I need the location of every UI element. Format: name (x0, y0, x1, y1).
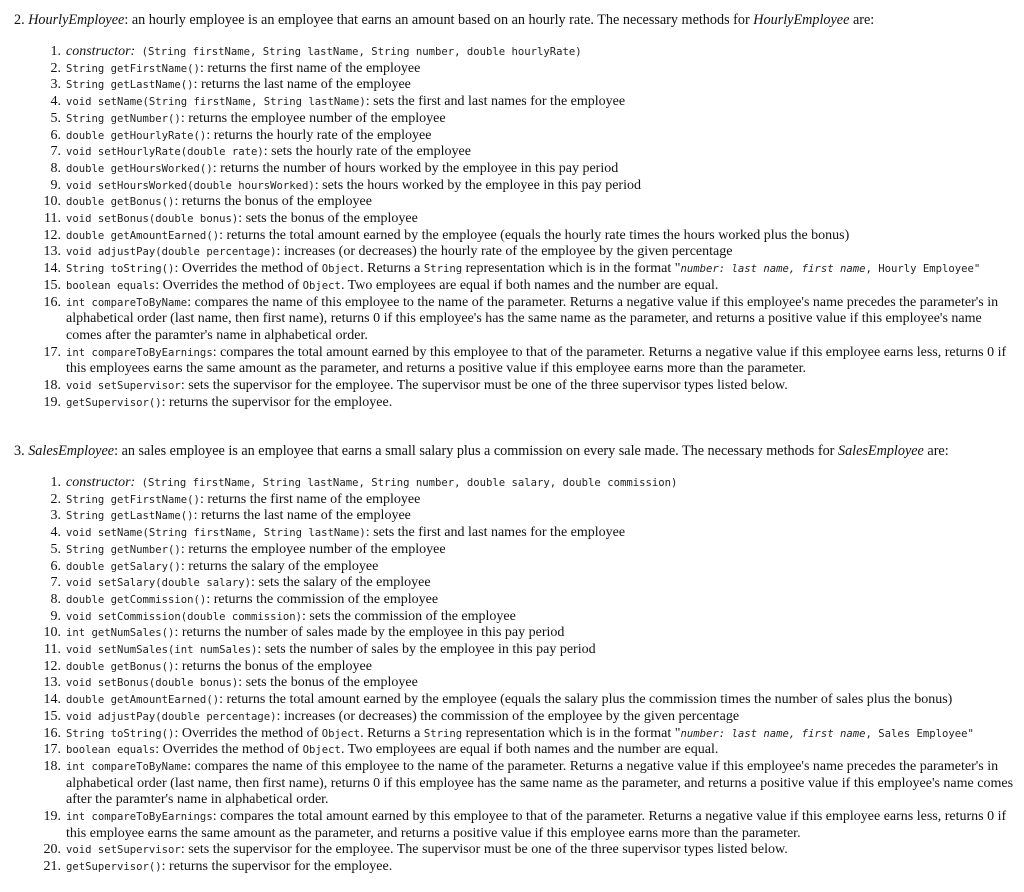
item-number: 6. (50, 558, 61, 574)
item-number: 8. (50, 160, 61, 176)
description-text: : returns the employee number of the employee (180, 110, 446, 126)
code-text: getSupervisor() (66, 396, 162, 409)
description-text: : returns the total amount earned by the employee (equals the hourly rate times the hours worked plus the bonus) (219, 227, 850, 243)
method-item (0, 842, 1024, 859)
method-item (0, 194, 1024, 211)
item-number: 4. (50, 525, 61, 541)
intro-text: an sales employee is an employee that earns a small salary plus a commission on every sale made. The necessary methods for (118, 443, 838, 459)
section-3-intro (14, 443, 949, 460)
section-2-method-list (0, 44, 1024, 411)
description-text: : Overrides the method of (155, 277, 303, 293)
method-item (0, 345, 1024, 378)
method-item (0, 94, 1024, 111)
code-text: Object (321, 263, 361, 276)
code-text: number: last name, first name (680, 727, 866, 740)
item-number: 14. (43, 261, 61, 277)
item-number: 4. (50, 94, 61, 110)
item-number: 3. (50, 508, 61, 524)
section-2-intro (14, 12, 874, 29)
description-text: . Two employees are equal if both names and the number are equal. (340, 742, 719, 758)
code-text: int compareToByEarnings (66, 346, 213, 359)
method-item (0, 161, 1024, 178)
method-item (0, 859, 1024, 876)
method-item (0, 726, 1024, 743)
description-text: : Overrides the method of (174, 725, 322, 741)
item-number: 2. (50, 491, 61, 507)
code-text: String getLastName() (66, 510, 194, 523)
description-text: : returns the first name of the employee (199, 491, 421, 507)
item-number: 3. (50, 77, 61, 93)
code-text: double getBonus() (66, 660, 175, 673)
label-text: constructor: (66, 44, 136, 59)
method-item (0, 592, 1024, 609)
description-text: : Overrides the method of (174, 261, 322, 277)
code-text: getSupervisor() (66, 861, 162, 874)
item-number: 7. (50, 144, 61, 160)
code-text: String (423, 263, 463, 276)
description-text: : returns the bonus of the employee (174, 194, 372, 210)
code-text: double getAmountEarned() (66, 694, 220, 707)
code-text: double getSalary() (66, 560, 181, 573)
description-text: : returns the salary of the employee (180, 558, 379, 574)
item-number: 18. (43, 378, 61, 394)
method-item (0, 77, 1024, 94)
description-text: : returns the last name of the employee (193, 77, 411, 93)
method-item (0, 178, 1024, 195)
code-text: void setSupervisor (66, 380, 181, 393)
description-text: : sets the salary of the employee (250, 575, 431, 591)
intro-end: are: (849, 12, 875, 28)
item-number: 2. (50, 60, 61, 76)
description-text: : increases (or decreases) the hourly rate of the employee by the given percentage (276, 244, 733, 260)
method-item (0, 525, 1024, 542)
item-number: 17. (43, 742, 61, 758)
code-text: double getHourlyRate() (66, 129, 207, 142)
intro-end: are: (923, 443, 949, 459)
code-text: void setBonus(double bonus) (66, 677, 239, 690)
code-text: (String firstName, String lastName, String number, double salary, double commission) (135, 477, 678, 489)
method-item (0, 395, 1024, 412)
item-number: 14. (43, 692, 61, 708)
item-number: 1. (50, 44, 61, 59)
description-text: : returns the number of hours worked by the employee in this pay period (212, 160, 619, 176)
description-text: : sets the bonus of the employee (238, 675, 418, 691)
item-number: 1. (50, 475, 61, 490)
section-3-method-list (0, 475, 1024, 876)
code-text: , Hourly Employee" (865, 263, 981, 276)
code-text: double getAmountEarned() (66, 229, 220, 242)
item-number: 13. (43, 675, 61, 691)
description-text: representation which is in the format " (462, 725, 681, 741)
class-name: SalesEmployee (28, 443, 115, 459)
description-text: : sets the supervisor for the employee. The supervisor must be one of the three supervisor types listed below. (180, 842, 788, 858)
code-text: int compareToByEarnings (66, 811, 213, 824)
method-item (0, 295, 1024, 345)
description-text: . Returns a (360, 725, 424, 741)
description-text: : returns the supervisor for the employee. (161, 859, 393, 875)
item-number: 5. (50, 541, 61, 557)
description-text: : sets the supervisor for the employee. The supervisor must be one of the three supervisor types listed below. (180, 378, 788, 394)
description-text: : sets the bonus of the employee (238, 211, 418, 227)
code-text: void setSupervisor (66, 844, 181, 857)
method-item (0, 244, 1024, 261)
description-text: : returns the first name of the employee (199, 60, 421, 76)
method-item (0, 659, 1024, 676)
class-name-ref: HourlyEmployee (753, 12, 850, 28)
description-text: : returns the number of sales made by the employee in this pay period (174, 625, 565, 641)
method-item (0, 542, 1024, 559)
description-text: : increases (or decreases) the commission of the employee by the given percentage (276, 708, 740, 724)
code-text: String getFirstName() (66, 493, 200, 506)
item-number: 18. (43, 758, 61, 774)
item-number: 11. (44, 642, 61, 658)
method-item (0, 228, 1024, 245)
item-number: 6. (50, 127, 61, 143)
method-item (0, 559, 1024, 576)
description-text: : sets the commission of the employee (302, 608, 516, 624)
code-text: String toString() (66, 727, 175, 740)
method-item (0, 709, 1024, 726)
method-item (0, 144, 1024, 161)
code-text: String toString() (66, 263, 175, 276)
code-text: void adjustPay(double percentage) (66, 246, 277, 259)
item-number: 16. (43, 294, 61, 310)
method-item (0, 492, 1024, 509)
description-text: : compares the name of this employee to the name of the parameter. Returns a negative value if this employee's name precedes the parameter's in alphabetical order (last name, then first name), returns 0 if this employee has the same name as the parameter, and returns a positive value if this employee's name comes after the paramter's name in alphabetical order. (66, 758, 1014, 808)
method-item (0, 261, 1024, 278)
item-number: 15. (43, 708, 61, 724)
code-text: int compareToByName (66, 760, 188, 773)
code-text: int compareToByName (66, 296, 188, 309)
item-number: 12. (43, 658, 61, 674)
intro-colon: : (124, 12, 129, 28)
code-text: Object (302, 744, 341, 757)
method-item (0, 692, 1024, 709)
method-item (0, 508, 1024, 525)
item-number: 9. (50, 177, 61, 193)
method-item (0, 44, 1024, 61)
method-item (0, 211, 1024, 228)
code-text: void setNumSales(int numSales) (66, 644, 258, 657)
description-text: : returns the total amount earned by the employee (equals the salary plus the commission times the number of sales plus the bonus) (219, 692, 953, 708)
method-item (0, 378, 1024, 395)
code-text: void setHoursWorked(double hoursWorked) (66, 179, 315, 192)
code-text: void setName(String firstName, String lastName) (66, 96, 366, 109)
description-text: : compares the total amount earned by this employee to that of the parameter. Returns a negative value if this employee earns less, returns 0 if this employees earns the same amount as the parameter, and returns a positive value if this employee earns more than the parameter. (66, 344, 1007, 377)
code-text: String getNumber() (66, 543, 181, 556)
code-text: void setBonus(double bonus) (66, 213, 239, 226)
description-text: : Overrides the method of (155, 742, 303, 758)
item-number: 9. (50, 608, 61, 624)
description-text: . Two employees are equal if both names and the number are equal. (340, 277, 719, 293)
method-item (0, 759, 1024, 809)
method-item (0, 642, 1024, 659)
item-number: 17. (43, 344, 61, 360)
item-number: 8. (50, 591, 61, 607)
section-number: 3. (14, 443, 25, 459)
code-text: double getCommission() (66, 593, 207, 606)
code-text: Object (321, 727, 361, 740)
description-text: : returns the last name of the employee (193, 508, 411, 524)
method-item (0, 475, 1024, 492)
method-item (0, 61, 1024, 78)
method-item (0, 809, 1024, 842)
description-text: : returns the supervisor for the employee. (161, 394, 393, 410)
description-text: : sets the number of sales by the employee in this pay period (257, 642, 596, 658)
method-item (0, 128, 1024, 145)
section-number: 2. (14, 12, 25, 28)
description-text: : sets the hourly rate of the employee (263, 144, 471, 160)
code-text: double getHoursWorked() (66, 162, 213, 175)
code-text: String (423, 727, 463, 740)
item-number: 19. (43, 809, 61, 825)
item-number: 11. (44, 211, 61, 227)
item-number: 15. (43, 277, 61, 293)
description-text: : returns the employee number of the employee (180, 541, 446, 557)
code-text: (String firstName, String lastName, String number, double hourlyRate) (135, 46, 582, 58)
item-number: 10. (43, 625, 61, 641)
item-number: 10. (43, 194, 61, 210)
code-text: int getNumSales() (66, 627, 175, 640)
item-number: 13. (43, 244, 61, 260)
code-text: void setCommission(double commission) (66, 610, 302, 623)
code-text: String getFirstName() (66, 62, 200, 75)
code-text: String getNumber() (66, 112, 181, 125)
method-item (0, 278, 1024, 295)
method-item (0, 625, 1024, 642)
description-text: : returns the bonus of the employee (174, 658, 372, 674)
code-text: number: last name, first name (680, 263, 866, 276)
item-number: 21. (43, 859, 61, 875)
code-text: String getLastName() (66, 79, 194, 92)
description-text: : sets the first and last names for the employee (365, 94, 626, 110)
description-text: representation which is in the format " (462, 261, 681, 277)
item-number: 16. (43, 725, 61, 741)
method-item (0, 575, 1024, 592)
code-text: void setHourlyRate(double rate) (66, 146, 264, 159)
item-number: 20. (43, 842, 61, 858)
intro-text: an hourly employee is an employee that earns an amount based on an hourly rate. The necessary methods for (128, 12, 754, 28)
code-text: void setName(String firstName, String lastName) (66, 527, 366, 540)
code-text: void setSalary(double salary) (66, 577, 251, 590)
item-number: 7. (50, 575, 61, 591)
code-text: Object (302, 279, 341, 292)
description-text: : compares the name of this employee to the name of the parameter. Returns a negative value if this employee's name precedes the parameter's in alphabetical order (last name, then first name), returns 0 if this employee's has the same name as the parameter, and returns a positive value if this employee's name comes after the paramter's name in alphabetical order. (66, 294, 999, 343)
class-name-ref: SalesEmployee (837, 443, 924, 459)
label-text: constructor: (66, 475, 136, 490)
description-text: : returns the hourly rate of the employee (206, 127, 432, 143)
code-text: boolean equals (66, 279, 156, 292)
code-text: boolean equals (66, 744, 156, 757)
description-text: : sets the hours worked by the employee in this pay period (314, 177, 641, 193)
item-number: 19. (43, 394, 61, 410)
code-text: void adjustPay(double percentage) (66, 710, 277, 723)
description-text: : compares the total amount earned by this employee to that of the parameter. Returns a negative value if this employee earns less, returns 0 if this employee earns the same amount as the parameter, and returns a positive value if this employee earns more than the parameter. (66, 809, 1007, 841)
code-text: double getBonus() (66, 196, 175, 209)
method-item (0, 742, 1024, 759)
method-item (0, 609, 1024, 626)
intro-colon: : (114, 443, 119, 459)
item-number: 5. (50, 110, 61, 126)
item-number: 12. (43, 227, 61, 243)
class-name: HourlyEmployee (28, 12, 125, 28)
description-text: . Returns a (360, 261, 424, 277)
method-item (0, 675, 1024, 692)
code-text: , Sales Employee" (865, 727, 974, 740)
method-item (0, 111, 1024, 128)
description-text: : returns the commission of the employee (206, 591, 439, 607)
description-text: : sets the first and last names for the employee (365, 525, 626, 541)
